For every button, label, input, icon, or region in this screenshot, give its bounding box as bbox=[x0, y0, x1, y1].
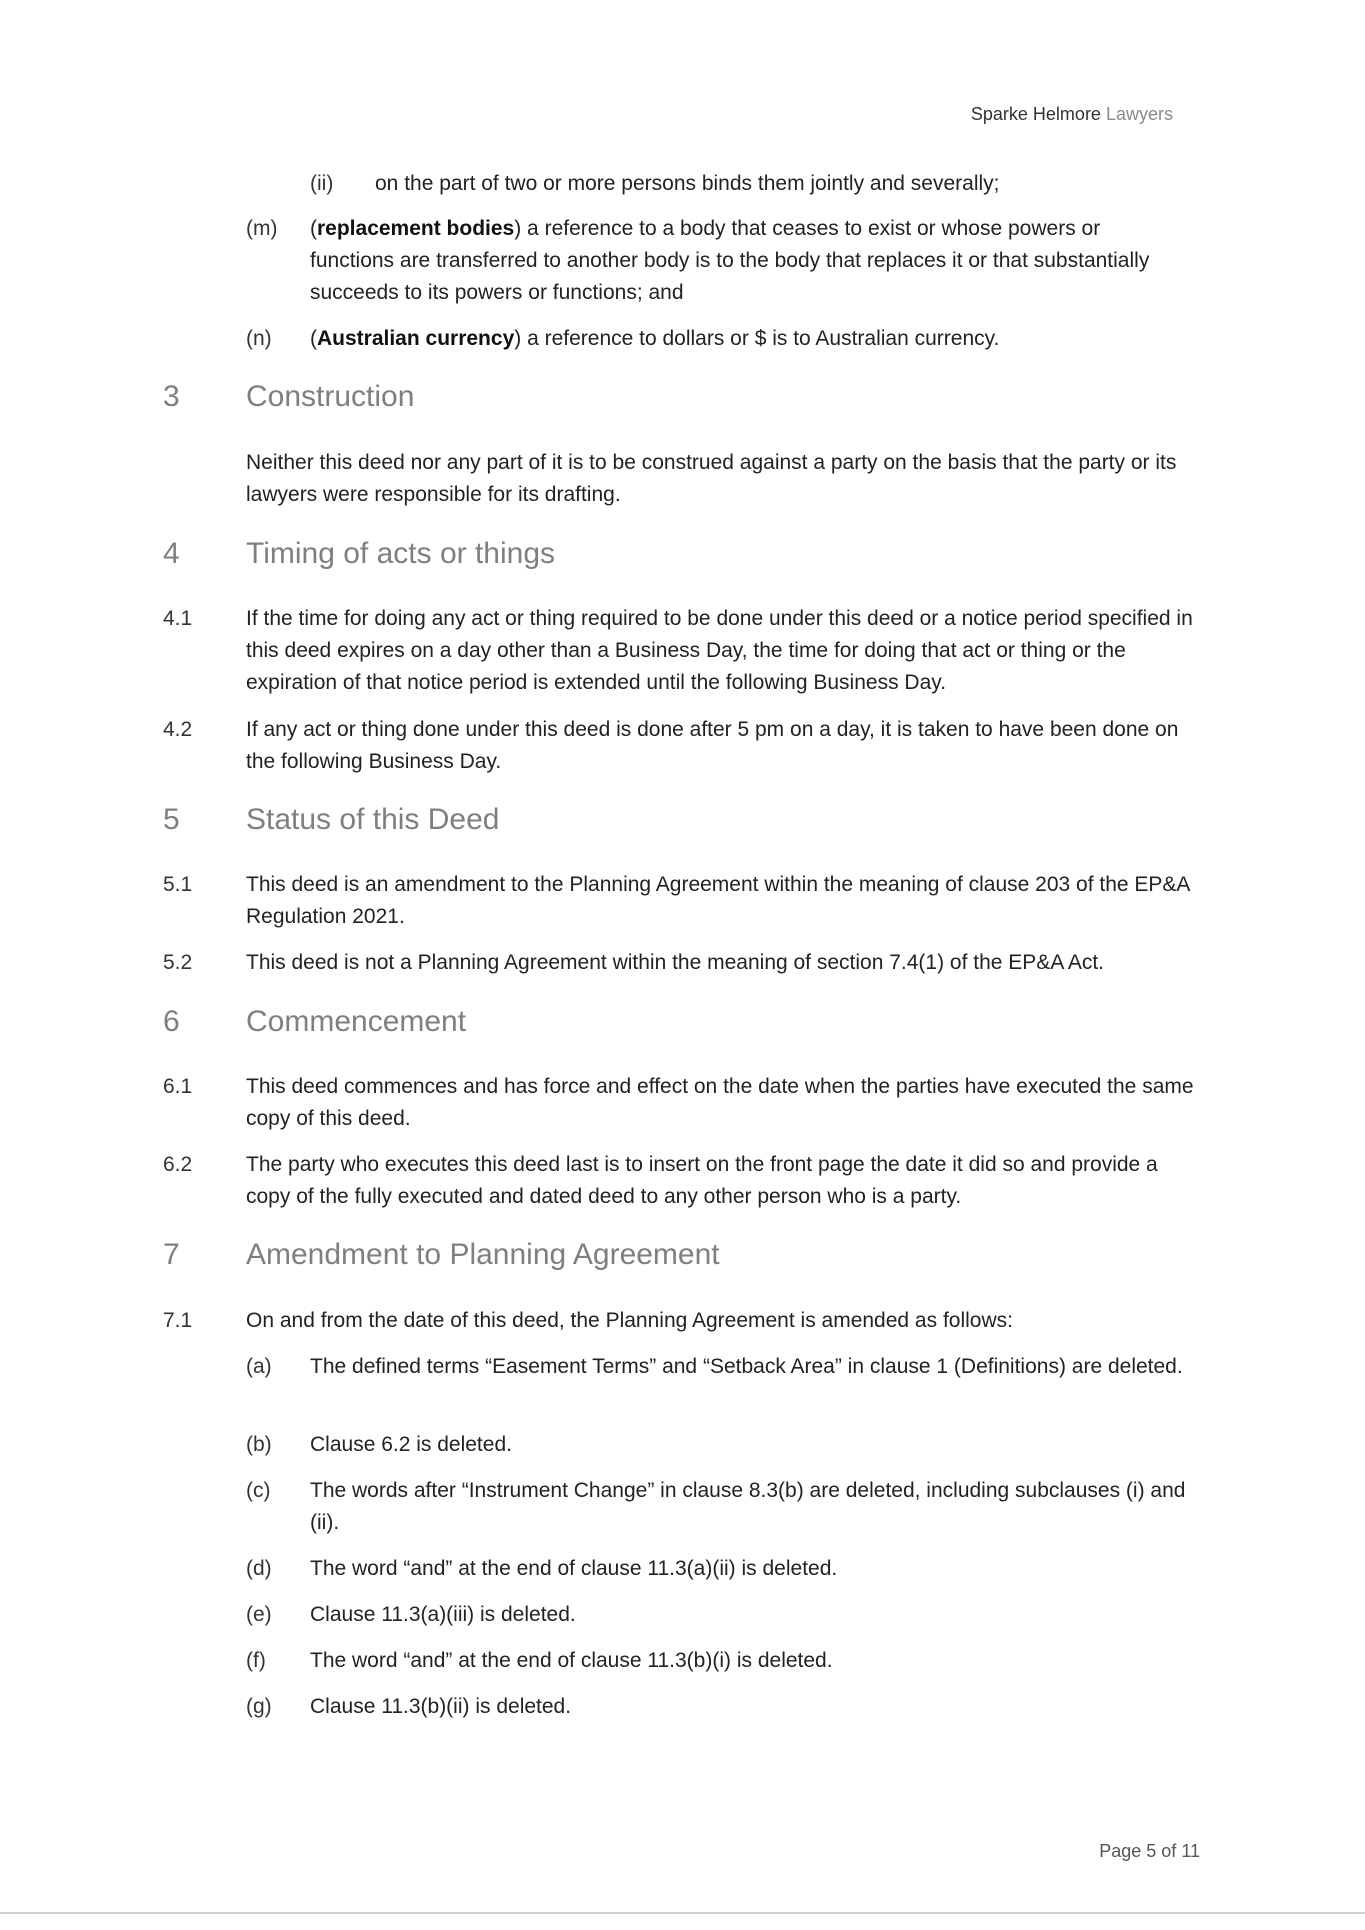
item-a-text: The defined terms “Easement Terms” and “Setback Area” in clause 1 (Definitions) are deleted. bbox=[310, 1355, 1183, 1378]
clause-label-m: (m) bbox=[246, 217, 278, 240]
page-header bbox=[971, 104, 1173, 125]
clause-m-body: ) a reference to a body that ceases to exist or whose powers or functions are transferred to another body is to the body that replaces it or that substantially succeeds to its powers or functions; and bbox=[310, 217, 1150, 304]
section-3-body: Neither this deed nor any part of it is to be construed against a party on the basis that the party or its lawyers were responsible for its drafting. bbox=[246, 451, 1177, 506]
item-d-label: (d) bbox=[246, 1557, 272, 1580]
clause-text-ii: on the part of two or more persons binds them jointly and severally; bbox=[375, 172, 1000, 195]
firm-suffix: Lawyers bbox=[1105, 104, 1173, 124]
item-b-label: (b) bbox=[246, 1433, 272, 1456]
clause-7-1-text: On and from the date of this deed, the Planning Agreement is amended as follows: bbox=[246, 1309, 1013, 1332]
page-bottom-edge bbox=[0, 1912, 1365, 1914]
clause-5-2-number: 5.2 bbox=[163, 951, 193, 974]
clause-text-m: (replacement bodies) a reference to a body that ceases to exist or whose powers or functions are transferred to another body is to the body that replaces it or that substantially succeeds to its powers or functions; and bbox=[310, 217, 1150, 304]
item-f-label: (f) bbox=[246, 1649, 266, 1672]
item-e-label: (e) bbox=[246, 1603, 272, 1626]
clause-4-2-text: If any act or thing done under this deed is done after 5 pm on a day, it is taken to have been done on the following Business Day. bbox=[246, 718, 1179, 773]
clause-4-2-number: 4.2 bbox=[163, 718, 193, 741]
section-6-number: 6 bbox=[163, 1005, 180, 1038]
item-b-text: Clause 6.2 is deleted. bbox=[310, 1433, 512, 1456]
item-c-text: The words after “Instrument Change” in clause 8.3(b) are deleted, including subclauses (i) and (ii). bbox=[310, 1479, 1186, 1534]
clause-label-ii: (ii) bbox=[310, 172, 334, 195]
item-g-label: (g) bbox=[246, 1695, 272, 1718]
clause-4-1-number: 4.1 bbox=[163, 607, 193, 630]
clause-5-2-text: This deed is not a Planning Agreement within the meaning of section 7.4(1) of the EP&A Act. bbox=[246, 951, 1105, 974]
defined-term-australian-currency: Australian currency bbox=[317, 327, 515, 350]
item-e-text: Clause 11.3(a)(iii) is deleted. bbox=[310, 1603, 576, 1626]
section-4-number: 4 bbox=[163, 537, 180, 570]
section-4-title: Timing of acts or things bbox=[246, 537, 556, 570]
defined-term-replacement-bodies: replacement bodies bbox=[317, 217, 515, 240]
item-f-text: The word “and” at the end of clause 11.3(b)(i) is deleted. bbox=[310, 1649, 833, 1672]
section-5-number: 5 bbox=[163, 803, 180, 836]
clause-5-1-text: This deed is an amendment to the Planning Agreement within the meaning of clause 203 of the EP&A Regulation 2021. bbox=[246, 873, 1190, 928]
page-number: Page 5 of 11 bbox=[1099, 1841, 1200, 1861]
clause-6-2-number: 6.2 bbox=[163, 1153, 193, 1176]
section-6-title: Commencement bbox=[246, 1005, 467, 1038]
clause-text-n: (Australian currency) a reference to dollars or $ is to Australian currency. bbox=[310, 327, 1000, 350]
firm-name: Sparke Helmore bbox=[970, 104, 1101, 124]
clause-6-1-text: This deed commences and has force and effect on the date when the parties have executed the same copy of this deed. bbox=[246, 1075, 1194, 1130]
clause-6-2-text: The party who executes this deed last is to insert on the front page the date it did so and provide a copy of the fully executed and dated deed to any other person who is a party. bbox=[246, 1153, 1158, 1208]
clause-n-body: ) a reference to dollars or $ is to Australian currency. bbox=[514, 327, 1000, 350]
item-g-text: Clause 11.3(b)(ii) is deleted. bbox=[310, 1695, 572, 1718]
clause-4-1-text: If the time for doing any act or thing required to be done under this deed or a notice period specified in this deed expires on a day other than a Business Day, the time for doing that act or thing or the expiration of that notice period is extended until the following Business Day. bbox=[246, 607, 1193, 694]
item-a-label: (a) bbox=[246, 1355, 272, 1378]
item-c-label: (c) bbox=[246, 1479, 271, 1502]
clause-7-1-number: 7.1 bbox=[163, 1309, 193, 1332]
section-7-title: Amendment to Planning Agreement bbox=[246, 1238, 720, 1271]
section-3-number: 3 bbox=[163, 380, 180, 413]
clause-5-1-number: 5.1 bbox=[163, 873, 193, 896]
clause-6-1-number: 6.1 bbox=[163, 1075, 193, 1098]
section-5-title: Status of this Deed bbox=[246, 803, 500, 836]
section-7-number: 7 bbox=[163, 1238, 180, 1271]
item-d-text: The word “and” at the end of clause 11.3(a)(ii) is deleted. bbox=[310, 1557, 838, 1580]
section-3-title: Construction bbox=[246, 380, 415, 413]
clause-label-n: (n) bbox=[246, 327, 272, 350]
